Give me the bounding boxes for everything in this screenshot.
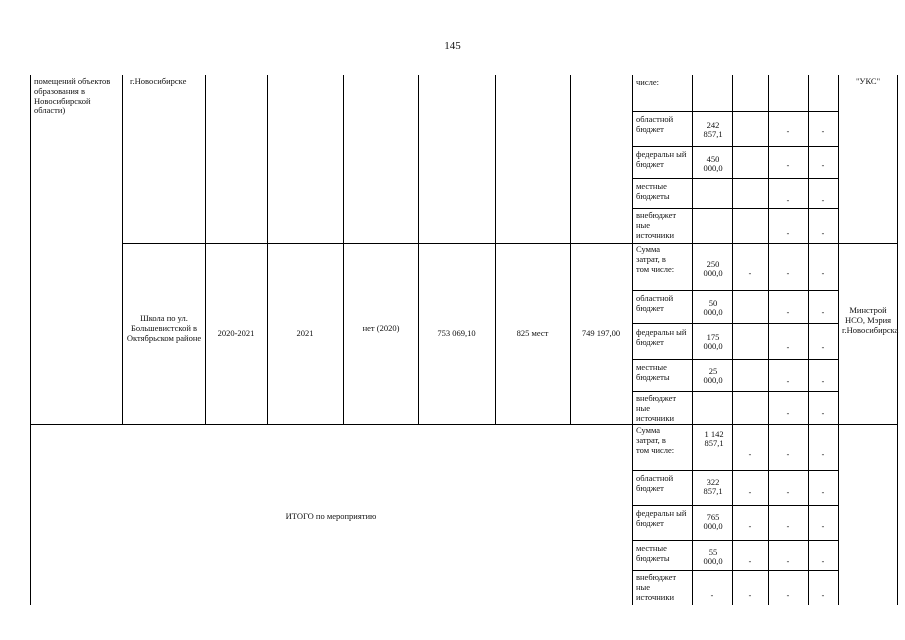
school-capacity: 825 мест bbox=[516, 328, 549, 338]
school-dash: - bbox=[786, 308, 790, 317]
top-row-dash: - bbox=[821, 229, 825, 238]
school-amount: 749 197,00 bbox=[581, 328, 621, 338]
top-row-dash: - bbox=[786, 196, 790, 205]
total-dash: - bbox=[748, 450, 752, 459]
school-dash: - bbox=[821, 269, 825, 278]
total-dash: - bbox=[821, 591, 825, 600]
total-funding-label: Сумма затрат, в том числе: bbox=[636, 425, 675, 455]
top-row-responsible: "УКС" bbox=[855, 76, 881, 86]
school-funding-label: федеральн ый бюджет bbox=[636, 327, 687, 347]
top-row-funding-label: местные бюджеты bbox=[636, 181, 670, 201]
total-value: 322 857,1 bbox=[703, 477, 723, 497]
top-row-value: 242 857,1 bbox=[703, 120, 723, 140]
top-row-funding-label: внебюджет ные источники bbox=[636, 210, 677, 240]
school-object-name: Школа по ул. Большевистской в Октябрьском районе bbox=[126, 313, 202, 343]
school-status: нет (2020) bbox=[362, 323, 400, 333]
total-funding-label: внебюджет ные источники bbox=[636, 572, 677, 602]
school-dash: - bbox=[821, 308, 825, 317]
school-dash: - bbox=[786, 409, 790, 418]
total-dash: - bbox=[786, 522, 790, 531]
total-funding-label: федеральн ый бюджет bbox=[636, 508, 687, 528]
total-value: 1 142 857,1 bbox=[704, 429, 724, 449]
school-responsible: Минстрой НСО, Мэрия г.Новосибирска bbox=[842, 305, 899, 335]
school-value: 250 000,0 bbox=[703, 259, 723, 279]
school-year: 2021 bbox=[296, 328, 314, 338]
total-dash: - bbox=[786, 450, 790, 459]
top-row-funding-label: областной бюджет bbox=[636, 114, 674, 134]
total-dash: - bbox=[821, 488, 825, 497]
total-dash: - bbox=[786, 591, 790, 600]
school-value: 175 000,0 bbox=[703, 332, 723, 352]
total-funding-label: областной бюджет bbox=[636, 473, 674, 493]
school-dash: - bbox=[748, 269, 752, 278]
total-funding-label: местные бюджеты bbox=[636, 543, 670, 563]
school-funding-label: областной бюджет bbox=[636, 293, 674, 313]
top-row-dash: - bbox=[821, 161, 825, 170]
top-row-funding-label: федеральн ый бюджет bbox=[636, 149, 687, 169]
total-dash: - bbox=[821, 522, 825, 531]
total-dash: - bbox=[748, 522, 752, 531]
top-row-dash: - bbox=[821, 127, 825, 136]
school-funding-label: Сумма затрат, в том числе: bbox=[636, 244, 675, 274]
total-value: 55 000,0 bbox=[703, 547, 723, 567]
total-dash: - bbox=[821, 557, 825, 566]
total-dash: - bbox=[786, 488, 790, 497]
top-row-dash: - bbox=[786, 127, 790, 136]
school-value: 50 000,0 bbox=[703, 298, 723, 318]
school-value: 25 000,0 bbox=[703, 366, 723, 386]
top-row-dash: - bbox=[821, 196, 825, 205]
total-label: ИТОГО по мероприятию bbox=[285, 511, 377, 521]
total-value: 765 000,0 bbox=[703, 512, 723, 532]
school-dash: - bbox=[786, 269, 790, 278]
top-row-name: помещений объектов образования в Новосибирской области) bbox=[34, 76, 111, 116]
total-dash: - bbox=[748, 591, 752, 600]
total-dash: - bbox=[748, 557, 752, 566]
top-row-location: г.Новосибирске bbox=[130, 76, 187, 86]
total-dash: - bbox=[786, 557, 790, 566]
top-row-dash: - bbox=[786, 161, 790, 170]
top-row-value: 450 000,0 bbox=[703, 154, 723, 174]
school-cost: 753 069,10 bbox=[437, 328, 476, 338]
top-row-funding-label: числе: bbox=[636, 77, 659, 87]
total-dash: - bbox=[821, 450, 825, 459]
school-dash: - bbox=[821, 343, 825, 352]
top-row-dash: - bbox=[786, 229, 790, 238]
total-value: - bbox=[710, 591, 714, 600]
school-period: 2020-2021 bbox=[217, 328, 255, 338]
total-dash: - bbox=[748, 488, 752, 497]
school-funding-label: местные бюджеты bbox=[636, 362, 670, 382]
page-number: 145 bbox=[444, 40, 461, 52]
school-dash: - bbox=[821, 377, 825, 386]
school-dash: - bbox=[786, 377, 790, 386]
school-dash: - bbox=[821, 409, 825, 418]
school-dash: - bbox=[786, 343, 790, 352]
school-funding-label: внебюджет ные источники bbox=[636, 393, 677, 423]
